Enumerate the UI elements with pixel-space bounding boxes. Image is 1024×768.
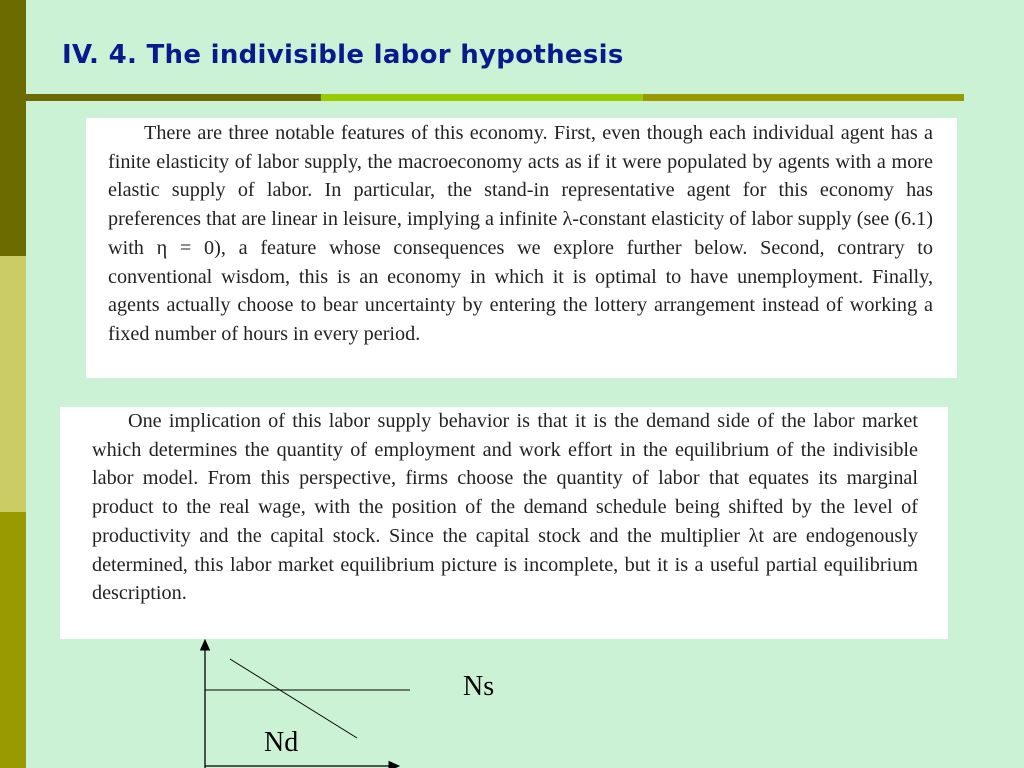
title-rule-segment-1 [26, 94, 321, 101]
labor-demand-label: Nd [264, 727, 299, 758]
title-rule-segment-3 [643, 94, 964, 101]
slide-title: IV. 4. The indivisible labor hypothesis [62, 40, 624, 70]
paragraph-notable-features [86, 118, 957, 378]
paragraph-labor-demand [60, 407, 948, 639]
paragraph-text: One implication of this labor supply behavior is that it is the demand side of the labor market which determines the quantity of employment and work effort in the equilibrium of the indivisible labor model. From this perspective, firms choose the quantity of labor that equates its marginal product to the real wage, with the position of the demand schedule being shifted by the level of productivity and the capital stock. Since the capital stock and the multiplier λt are endogenously determined, this labor market equilibrium picture is incomplete, but it is a useful partial equilibrium description. [92, 410, 918, 605]
labor-supply-label: Ns [463, 671, 495, 702]
left-accent-bar-bottom [0, 512, 26, 768]
paragraph-text: There are three notable features of this economy. First, even though each individual agent has a finite elasticity of labor supply, the macroeconomy acts as if it were populated by agents with a more elastic supply of labor. In particular, the stand-in representative agent for this economy has preferences that are linear in leisure, implying a infinite λ-constant elasticity of labor supply (see (6.1) with η = 0), a feature whose consequences we explore further below. Second, contrary to conventional wisdom, this is an economy in which it is optimal to have unemployment. Finally, agents actually choose to bear uncertainty by entering the lottery arrangement instead of working a fixed number of hours in every period. [108, 122, 933, 345]
left-accent-bar-middle [0, 256, 26, 512]
title-rule-segment-2 [321, 94, 643, 101]
left-accent-bar-top [0, 0, 26, 256]
